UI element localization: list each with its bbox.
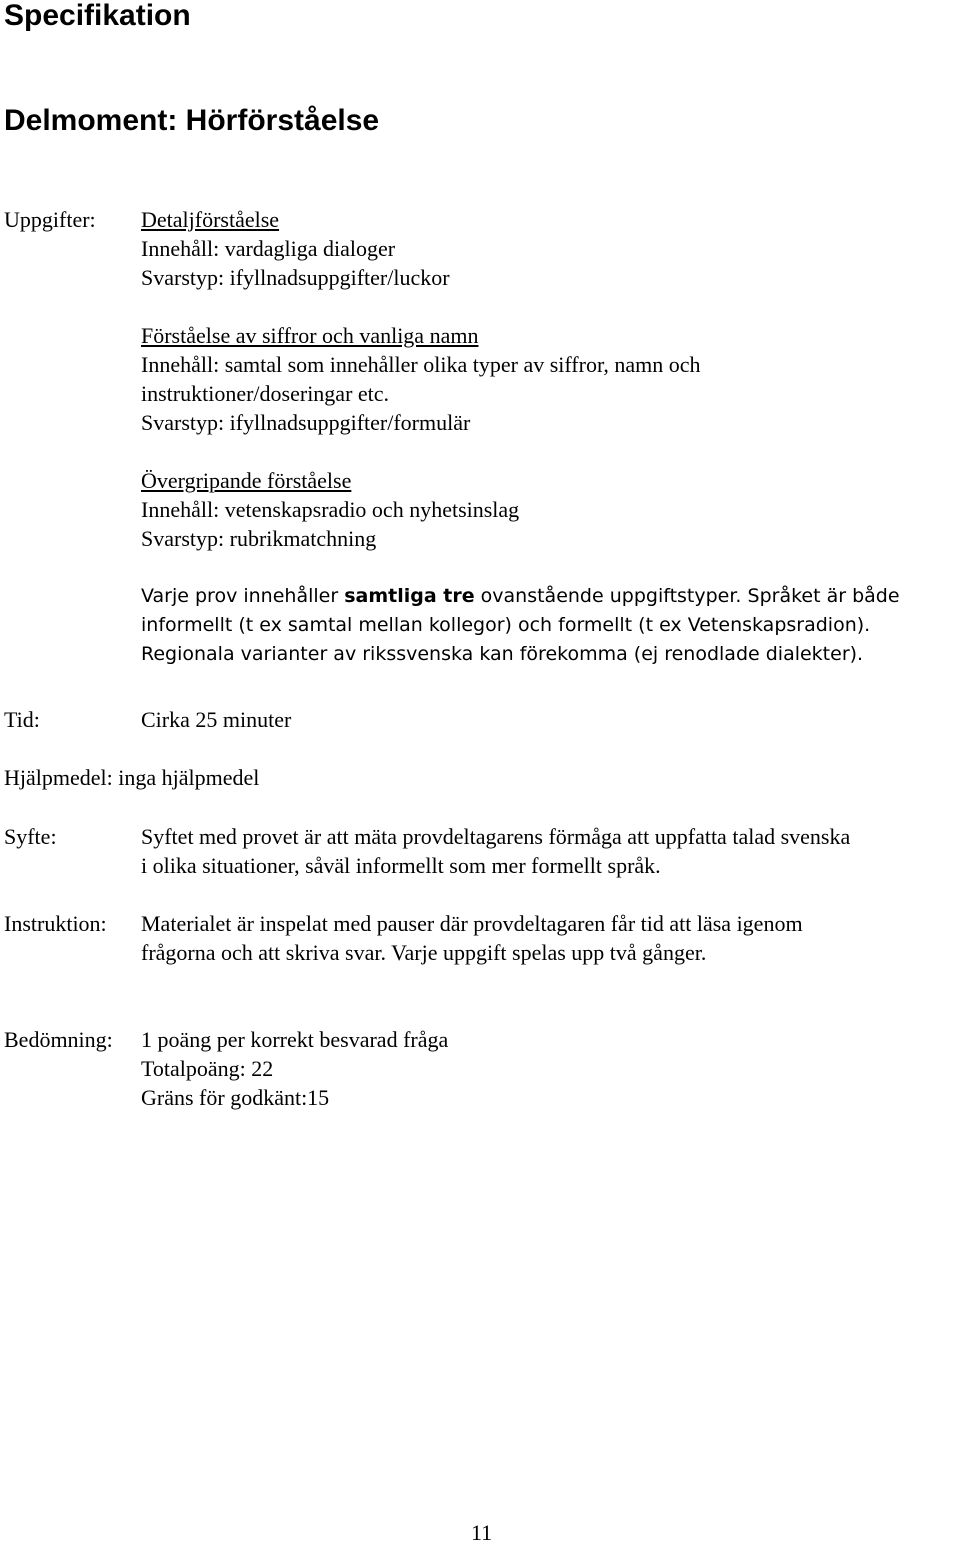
instruktion-label: Instruktion:	[4, 911, 107, 936]
task-heading-detail: Detaljförståelse	[141, 207, 280, 232]
uppgifter-content	[141, 205, 900, 669]
bedomning-label: Bedömning:	[4, 1027, 113, 1052]
syfte-line: i olika situationer, såväl informellt som mer formellt språk.	[141, 853, 661, 878]
bedomning-content	[141, 1025, 448, 1112]
task-note-line-1: Varje prov innehåller samtliga tre ovanstående uppgiftstyper. Språket är både	[141, 585, 900, 607]
task-line: Svarstyp: rubrikmatchning	[141, 526, 377, 551]
bedomning-line: Totalpoäng: 22	[141, 1056, 274, 1081]
syfte-label: Syfte:	[4, 824, 57, 849]
tid-value: Cirka 25 minuter	[141, 707, 292, 732]
bedomning-line: 1 poäng per korrekt besvarad fråga	[141, 1027, 449, 1052]
uppgifter-label: Uppgifter:	[4, 207, 96, 232]
syfte-content	[141, 822, 850, 880]
page-title: Specifikation	[4, 0, 191, 32]
task-note-line-3: Regionala varianter av rikssvenska kan förekomma (ej renodlade dialekter).	[141, 643, 864, 665]
instruktion-line: frågorna och att skriva svar. Varje uppgift spelas upp två gånger.	[141, 940, 707, 965]
task-note-line-2: informellt (t ex samtal mellan kollegor) och formellt (t ex Vetenskapsradion).	[141, 614, 871, 636]
section-title: Delmoment: Hörförståelse	[4, 104, 380, 137]
task-note-bold: samtliga tre	[344, 585, 475, 607]
task-line: Innehåll: vardagliga dialoger	[141, 236, 396, 261]
hjalpmedel-text: Hjälpmedel: inga hjälpmedel	[4, 765, 260, 790]
task-line: Innehåll: samtal som innehåller olika typer av siffror, namn och	[141, 352, 701, 377]
task-line: Svarstyp: ifyllnadsuppgifter/formulär	[141, 410, 471, 435]
bedomning-line: Gräns för godkänt:15	[141, 1085, 330, 1110]
tid-label: Tid:	[4, 707, 40, 732]
task-line: Innehåll: vetenskapsradio och nyhetsinslag	[141, 497, 520, 522]
task-line: instruktioner/doseringar etc.	[141, 381, 390, 406]
instruktion-content	[141, 909, 803, 967]
task-heading-numbers: Förståelse av siffror och vanliga namn	[141, 323, 479, 348]
instruktion-line: Materialet är inspelat med pauser där provdeltagaren får tid att läsa igenom	[141, 911, 803, 936]
task-heading-overall: Övergripande förståelse	[141, 468, 352, 493]
page-number: 11	[471, 1520, 493, 1545]
syfte-line: Syftet med provet är att mäta provdeltagarens förmåga att uppfatta talad svenska	[141, 824, 851, 849]
task-line: Svarstyp: ifyllnadsuppgifter/luckor	[141, 265, 450, 290]
